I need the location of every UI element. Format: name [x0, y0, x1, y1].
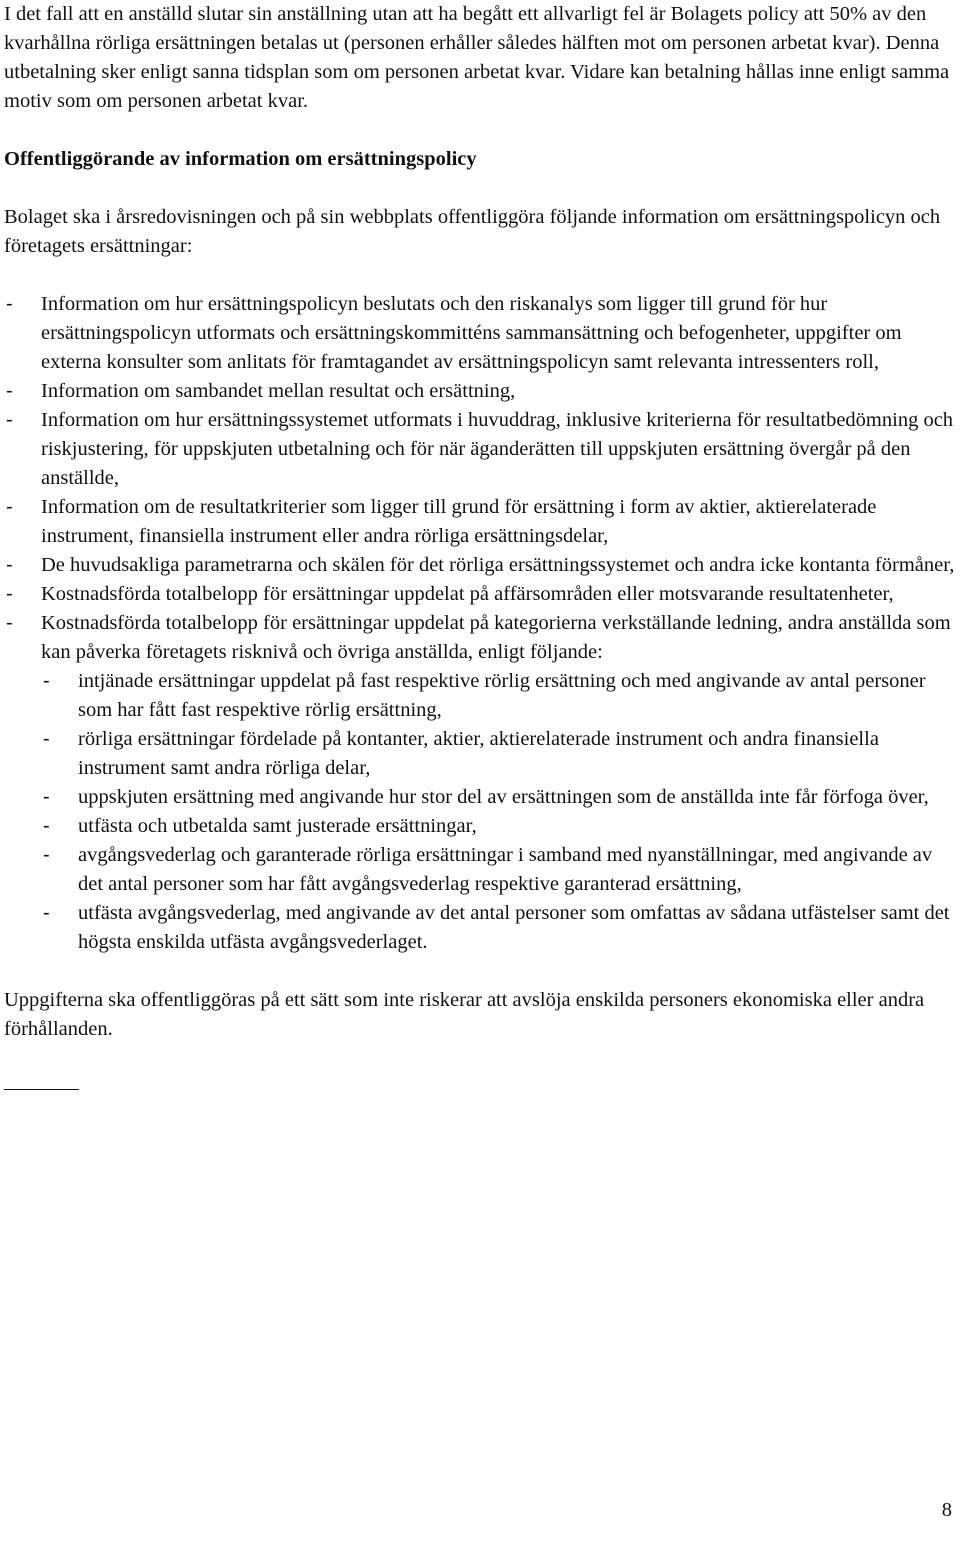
- dash-bullet: -: [6, 293, 13, 315]
- sub-list-item-text: utfästa avgångsvederlag, med angivande av det antal personer som omfattas av sådana utfästelser samt det högsta enskilda utfästa avgångsvederlaget.: [78, 902, 950, 953]
- list-item: [4, 493, 956, 551]
- list-item: [4, 406, 956, 493]
- category-sub-list: [41, 667, 956, 957]
- intro-paragraph: I det fall att en anställd slutar sin anställning utan att ha begått ett allvarligt fel är Bolagets policy att 50% av den kvarhållna rörliga ersättningen betalas ut (personen erhåller således hälften mot om personen arbetat kvar). Denna utbetalning sker enligt sanna tidsplan som om personen arbetat kvar. Vidare kan betalning hållas inne enligt samma motiv som om personen arbetat kvar.: [4, 3, 950, 112]
- sub-list-item-text: utfästa och utbetalda samt justerade ersättningar,: [78, 815, 477, 837]
- list-item-text: Kostnadsförda totalbelopp för ersättningar uppdelat på kategorierna verkställande ledning, andra anställda som kan påverka företagets risknivå och övriga anställda, enligt följande:: [41, 612, 951, 663]
- list-item-text: Information om hur ersättningspolicyn beslutats och den riskanalys som ligger till grund för hur ersättningspolicyn utformats och ersättningskommitténs sammansättning och befogenheter, uppgifter om externa konsulter som anlitats för framtagandet av ersättningspolicyn samt relevanta intressenters roll,: [41, 293, 902, 373]
- dash-bullet: -: [43, 902, 50, 924]
- list-item-text: Information om sambandet mellan resultat och ersättning,: [41, 380, 516, 402]
- sub-list-item-text: rörliga ersättningar fördelade på kontanter, aktier, aktierelaterade instrument och andra finansiella instrument samt andra rörliga delar,: [78, 728, 879, 779]
- dash-bullet: -: [6, 496, 13, 518]
- page-number: 8: [941, 1499, 952, 1521]
- sub-list-item-text: intjänade ersättningar uppdelat på fast respektive rörlig ersättning och med angivande av antal personer som har fått fast respektive rörlig ersättning,: [78, 670, 926, 721]
- closing-paragraph: Uppgifterna ska offentliggöras på ett sätt som inte riskerar att avslöja enskilda personers ekonomiska eller andra förhållanden.: [4, 989, 925, 1040]
- dash-bullet: -: [6, 409, 13, 431]
- list-item: [4, 377, 956, 406]
- dash-bullet: -: [43, 844, 50, 866]
- footnote-separator: [4, 1089, 79, 1090]
- document-page: [4, 0, 956, 1090]
- sub-list-item: [41, 725, 956, 783]
- sub-list-item: [41, 899, 956, 957]
- dash-bullet: -: [6, 380, 13, 402]
- dash-bullet: -: [43, 815, 50, 837]
- sub-list-item: [41, 812, 956, 841]
- dash-bullet: -: [6, 583, 13, 605]
- section-heading: Offentliggörande av information om ersättningspolicy: [4, 148, 477, 170]
- dash-bullet: -: [43, 670, 50, 692]
- list-item: [4, 290, 956, 377]
- list-item-text: Information om hur ersättningssystemet utformats i huvuddrag, inklusive kriterierna för resultatbedömning och riskjustering, för uppskjuten utbetalning och för när äganderätten till uppskjuten ersättning övergår på den anställde,: [41, 409, 954, 489]
- sub-list-item: [41, 667, 956, 725]
- list-item-text: De huvudsakliga parametrarna och skälen för det rörliga ersättningssystemet och andra icke kontanta förmåner,: [41, 554, 955, 576]
- sub-list-item-text: uppskjuten ersättning med angivande hur stor del av ersättningen som de anställda inte får förfoga över,: [78, 786, 929, 808]
- disclosure-list: [4, 290, 956, 957]
- sub-list-item-text: avgångsvederlag och garanterade rörliga ersättningar i samband med nyanställningar, med angivande av det antal personer som har fått avgångsvederlag respektive garanterad ersättning,: [78, 844, 933, 895]
- dash-bullet: -: [6, 554, 13, 576]
- list-item-text: Kostnadsförda totalbelopp för ersättningar uppdelat på affärsområden eller motsvarande resultatenheter,: [41, 583, 894, 605]
- dash-bullet: -: [43, 786, 50, 808]
- sub-list-item: [41, 841, 956, 899]
- list-item: [4, 580, 956, 609]
- list-item-text: Information om de resultatkriterier som ligger till grund för ersättning i form av aktier, aktierelaterade instrument, finansiella instrument eller andra rörliga ersättningsdelar,: [41, 496, 877, 547]
- list-item: [4, 551, 956, 580]
- dash-bullet: -: [6, 612, 13, 634]
- dash-bullet: -: [43, 728, 50, 750]
- sub-list-item: [41, 783, 956, 812]
- lead-paragraph: Bolaget ska i årsredovisningen och på sin webbplats offentliggöra följande information om ersättningspolicyn och företagets ersättningar:: [4, 206, 941, 257]
- list-item: [4, 609, 956, 957]
